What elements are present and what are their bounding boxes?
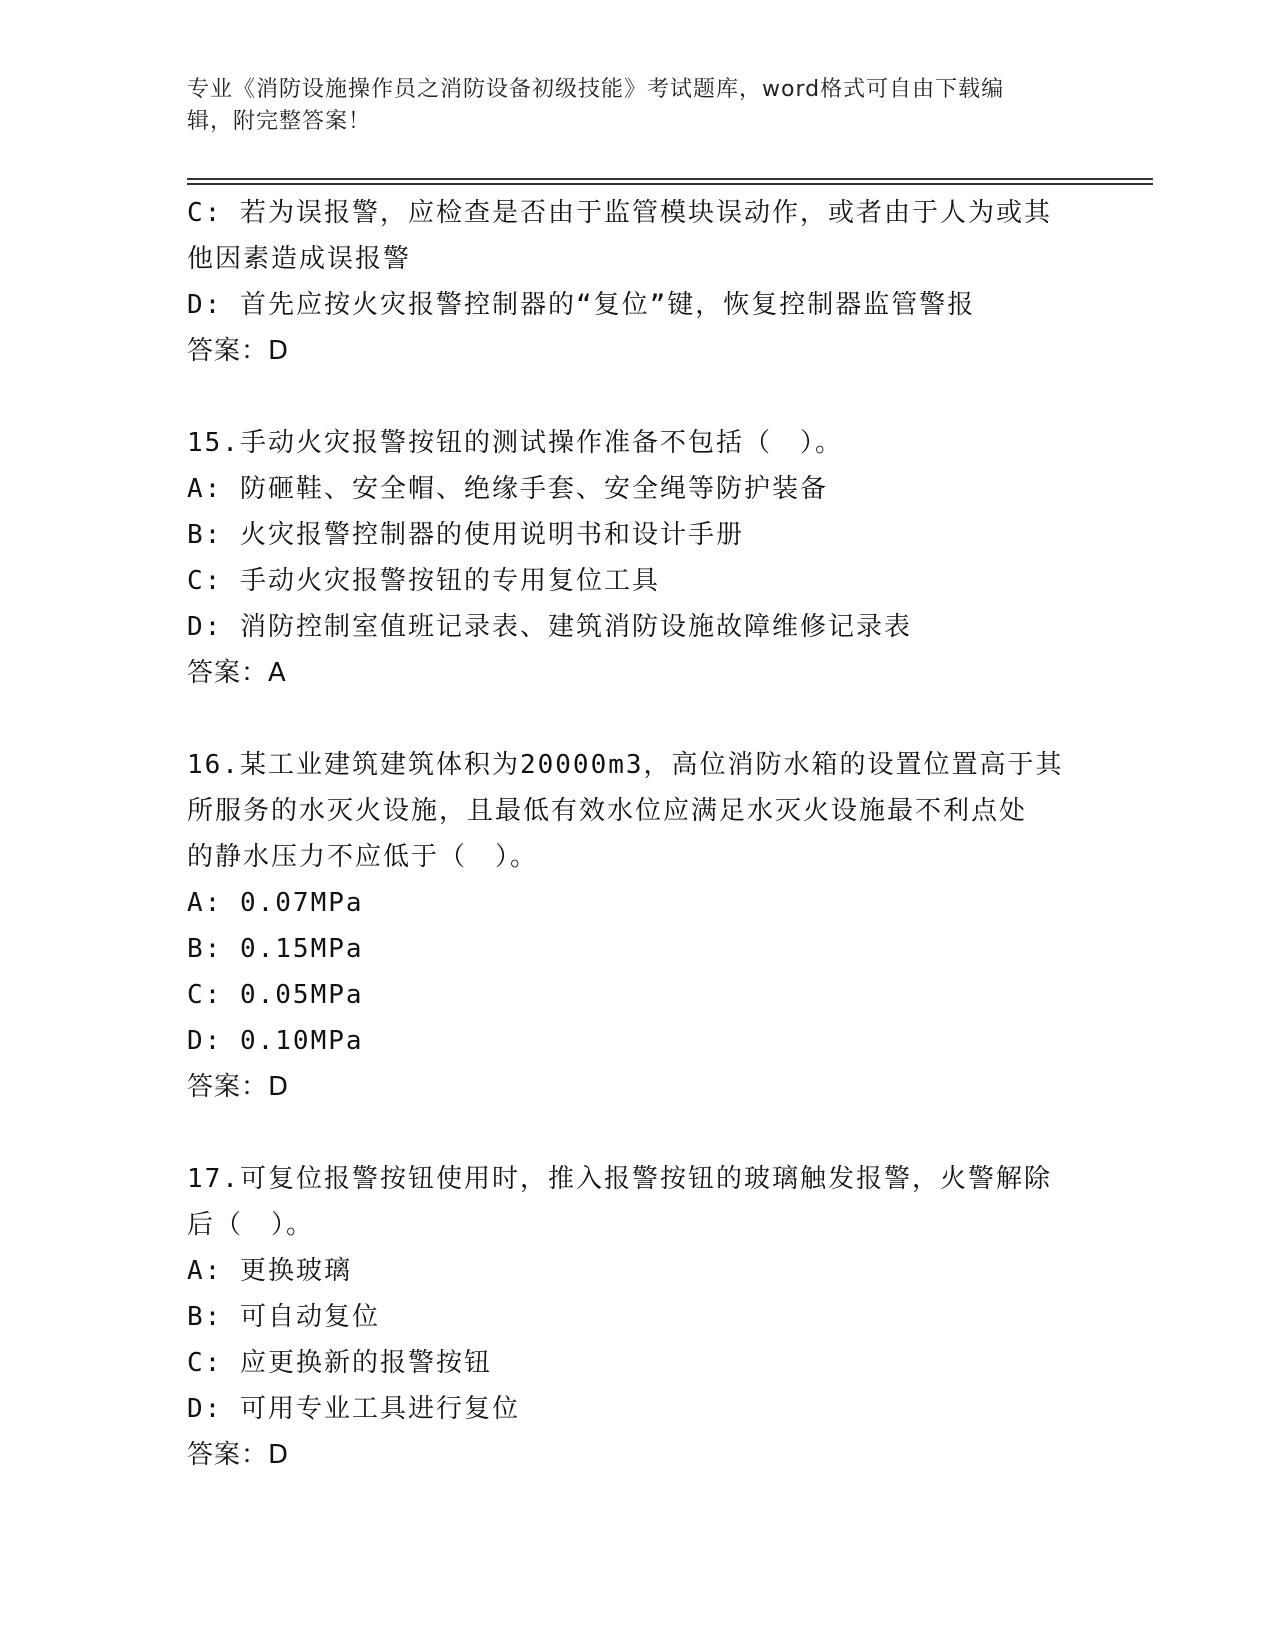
option-c: C: 0.05MPa xyxy=(187,980,364,1010)
option-d: D: 消防控制室值班记录表、建筑消防设施故障维修记录表 xyxy=(187,612,912,642)
spacer xyxy=(187,696,1077,742)
spacer xyxy=(187,1110,1077,1156)
option-c: C: 应更换新的报警按钮 xyxy=(187,1348,492,1378)
option-d: D: 首先应按火灾报警控制器的“复位”键，恢复控制器监管警报 xyxy=(187,290,976,320)
option-c: C: 手动火灾报警按钮的专用复位工具 xyxy=(187,566,660,596)
option-b: B: 火灾报警控制器的使用说明书和设计手册 xyxy=(187,520,744,550)
question-stem-line-2: 后（ ）。 xyxy=(187,1210,315,1240)
question-15 xyxy=(187,420,1077,696)
question-stem-line-2: 所服务的水灭火设施，且最低有效水位应满足水灭火设施最不利点处 xyxy=(187,796,1028,826)
header-divider-top xyxy=(187,178,1153,180)
option-d: D: 可用专业工具进行复位 xyxy=(187,1394,520,1424)
answer-label: 答案：D xyxy=(187,336,290,366)
option-a: A: 更换玻璃 xyxy=(187,1256,352,1286)
question-content xyxy=(187,190,1077,1478)
header-line-2: 辑，附完整答案！ xyxy=(187,109,372,134)
question-stem-line-3: 的静水压力不应低于（ ）。 xyxy=(187,842,539,872)
question-16 xyxy=(187,742,1077,1110)
option-b: B: 0.15MPa xyxy=(187,934,364,964)
question-17 xyxy=(187,1156,1077,1478)
header-divider-bottom xyxy=(187,183,1153,185)
spacer xyxy=(187,374,1077,420)
page-header xyxy=(187,74,1067,138)
question-stem-line-1: 16.某工业建筑建筑体积为20000m3，高位消防水箱的设置位置高于其 xyxy=(187,750,1064,780)
answer-label: 答案：A xyxy=(187,658,287,688)
option-a: A: 防砸鞋、安全帽、绝缘手套、安全绳等防护装备 xyxy=(187,474,828,504)
header-line-1: 专业《消防设施操作员之消防设备初级技能》考试题库，word格式可自由下载编 xyxy=(187,77,1005,102)
option-b: B: 可自动复位 xyxy=(187,1302,380,1332)
answer-label: 答案：D xyxy=(187,1072,290,1102)
question-stem: 15.手动火灾报警按钮的测试操作准备不包括（ ）。 xyxy=(187,428,843,458)
option-a: A: 0.07MPa xyxy=(187,888,364,918)
answer-label: 答案：D xyxy=(187,1440,290,1470)
question-stem-line-1: 17.可复位报警按钮使用时，推入报警按钮的玻璃触发报警，火警解除 xyxy=(187,1164,1052,1194)
question-14-tail xyxy=(187,190,1077,374)
option-d: D: 0.10MPa xyxy=(187,1026,364,1056)
option-c-line-2: 他因素造成误报警 xyxy=(187,244,412,274)
option-c-line-1: C: 若为误报警，应检查是否由于监管模块误动作，或者由于人为或其 xyxy=(187,198,1052,228)
